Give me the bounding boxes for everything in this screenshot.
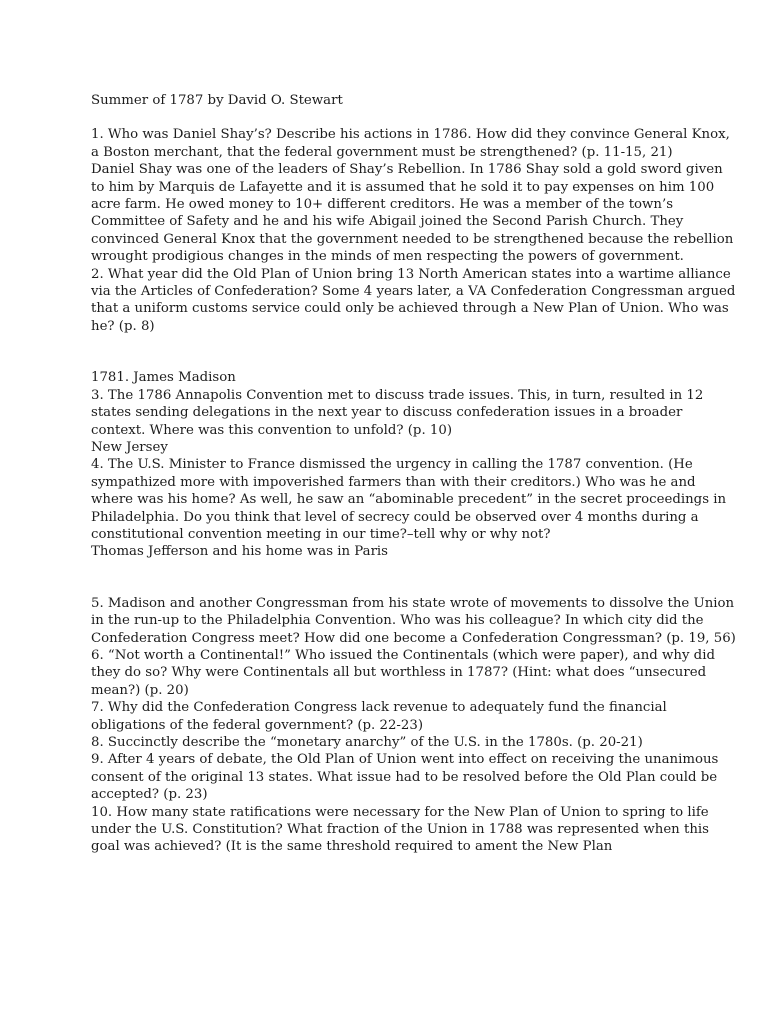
question-8: 8. Succinctly describe the “monetary anarchy” of the U.S. in the 1780s. (p. 20-21): [91, 735, 643, 750]
question-3: 3. The 1786 Annapolis Convention met to discuss trade issues. This, in turn, resulted in 12 states sending delegations in the next year to discuss confederation issues in a broader context. Where was this convention to unfold? (p. 10): [91, 387, 704, 438]
document-title: Summer of 1787 by David O. Stewart: [91, 93, 343, 108]
question-1: 1. Who was Daniel Shay’s? Describe his actions in 1786. How did they convince General Knox, a Boston merchant, that the federal government must be strengthened? (p. 11-15, 21): [91, 127, 730, 160]
question-6: 6. “Not worth a Continental!” Who issued the Continentals (which were paper), and why did they do so? Why were Continentals all but worthless in 1787? (Hint: what does “unsecured mean?) (p. 20): [91, 647, 715, 698]
question-5: 5. Madison and another Congressman from his state wrote of movements to dissolve the Union in the run-up to the Philadelphia Convention. Who was his colleague? In which city did the Confederation Congress meet? How did one become a Confederation Congressman? (p. 19, 56): [91, 595, 736, 646]
blank-gap: [91, 561, 736, 595]
question-2: 2. What year did the Old Plan of Union bring 13 North American states into a wartime alliance via the Articles of Confederation? Some 4 years later, a VA Confederation Congressman argued that a uniform customs service could only be achieved through a New Plan of Union. Who was he? (p. 8): [91, 266, 736, 334]
question-9: 9. After 4 years of debate, the Old Plan of Union went into effect on receiving the unanimous consent of the original 13 states. What issue had to be resolved before the Old Plan could be accepted? (p. 23): [91, 752, 719, 803]
question-10: 10. How many state ratifications were necessary for the New Plan of Union to spring to life under the U.S. Constitution? What fraction of the Union in 1788 was represented when this goal was achieved? (It is the same threshold required to ament the New Plan: [91, 804, 709, 855]
question-7: 7. Why did the Confederation Congress lack revenue to adequately fund the financial obligations of the federal government? (p. 22-23): [91, 700, 667, 733]
answer-2: 1781. James Madison: [91, 370, 236, 386]
document-page: [91, 92, 736, 856]
answer-4: Thomas Jefferson and his home was in Paris: [91, 544, 388, 560]
blank-gap: [91, 335, 736, 369]
answer-3: New Jersey: [91, 439, 168, 455]
question-4: 4. The U.S. Minister to France dismissed the urgency in calling the 1787 convention. (He sympathized more with impoverished farmers than with their creditors.) Who was he and where was his home? As well, he saw an “abominable precedent” in the secret proceedings in Philadelphia. Do you think that level of secrecy could be observed over 4 months during a constitutional convention meeting in our time?–tell why or why not?: [91, 457, 727, 542]
answer-1: Daniel Shay was one of the leaders of Shay’s Rebellion. In 1786 Shay sold a gold sword given to him by Marquis de Lafayette and it is assumed that he sold it to pay expenses on him 100 acre farm. He owed money to 10+ different creditors. He was a member of the town’s Committee of Safety and he and his wife Abigail joined the Second Parish Church. They convinced General Knox that the government needed to be strengthened because the rebellion wrought prodigious changes in the minds of men respecting the powers of government.: [91, 162, 734, 265]
